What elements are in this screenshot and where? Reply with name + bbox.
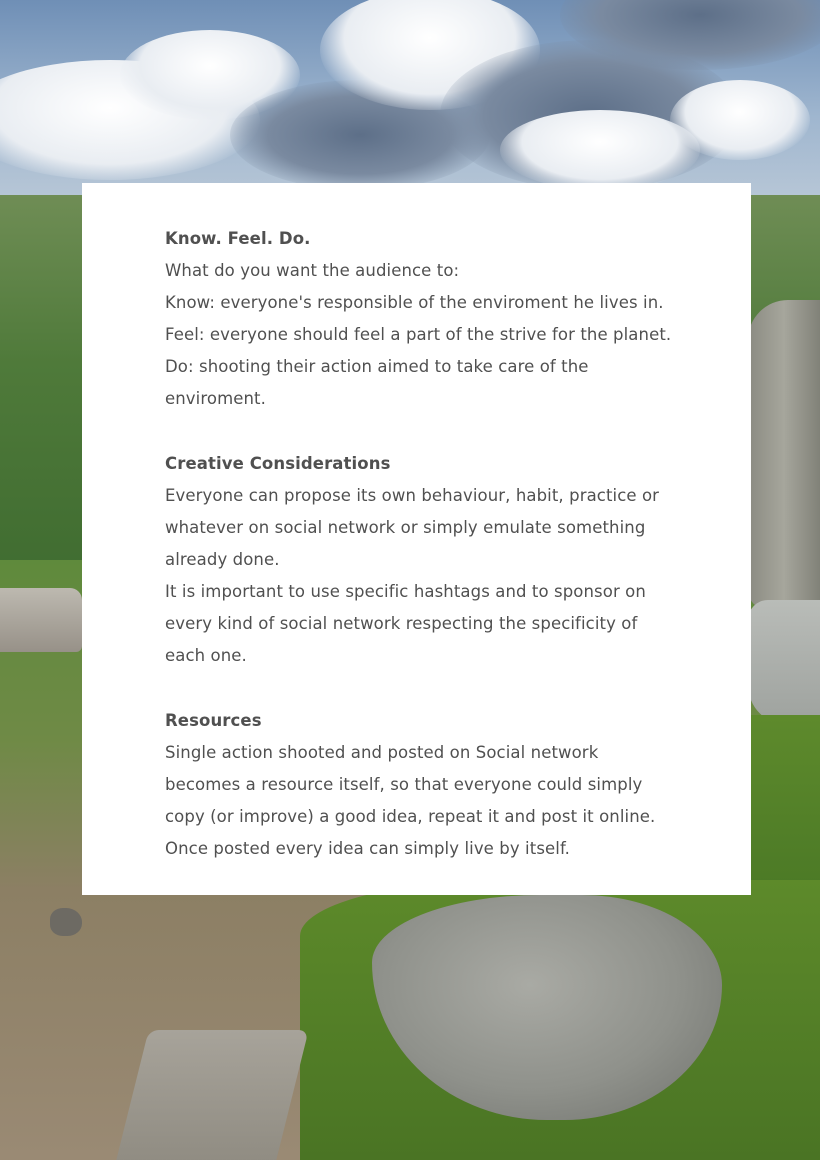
rock (748, 300, 820, 610)
text-line: already done. (165, 550, 280, 569)
text-line: each one. (165, 646, 247, 665)
text-line: Know: everyone's responsible of the enviroment he lives in. (165, 293, 664, 312)
text-line: becomes a resource itself, so that everyone could simply (165, 775, 643, 794)
text-line: every kind of social network respecting the specificity of (165, 614, 638, 633)
text-line: Once posted every idea can simply live by itself. (165, 839, 571, 858)
stone-slab (0, 588, 82, 652)
text-line: Do: shooting their action aimed to take care of the (165, 357, 589, 376)
text-line: whatever on social network or simply emulate something (165, 518, 646, 537)
pebble (50, 908, 82, 936)
grass (748, 715, 820, 885)
section-spacer (165, 415, 685, 448)
text-line: Feel: everyone should feel a part of the strive for the planet. (165, 325, 672, 344)
text-line: What do you want the audience to: (165, 261, 460, 280)
cloud (500, 110, 700, 190)
text-line: Single action shooted and posted on Social network (165, 743, 599, 762)
text-card (82, 183, 751, 895)
text-line: It is important to use specific hashtags and to sponsor on (165, 582, 646, 601)
section-heading: Know. Feel. Do. (165, 229, 311, 248)
text-line: Everyone can propose its own behaviour, habit, practice or (165, 486, 660, 505)
section-heading: Resources (165, 711, 262, 730)
card-content (165, 223, 685, 865)
inscribed-stone (748, 600, 820, 725)
text-line: enviroment. (165, 389, 266, 408)
section-creative-considerations (165, 448, 685, 672)
section-spacer (165, 672, 685, 705)
section-heading: Creative Considerations (165, 454, 391, 473)
section-know-feel-do (165, 223, 685, 415)
section-resources (165, 705, 685, 865)
text-line: copy (or improve) a good idea, repeat it and post it online. (165, 807, 656, 826)
